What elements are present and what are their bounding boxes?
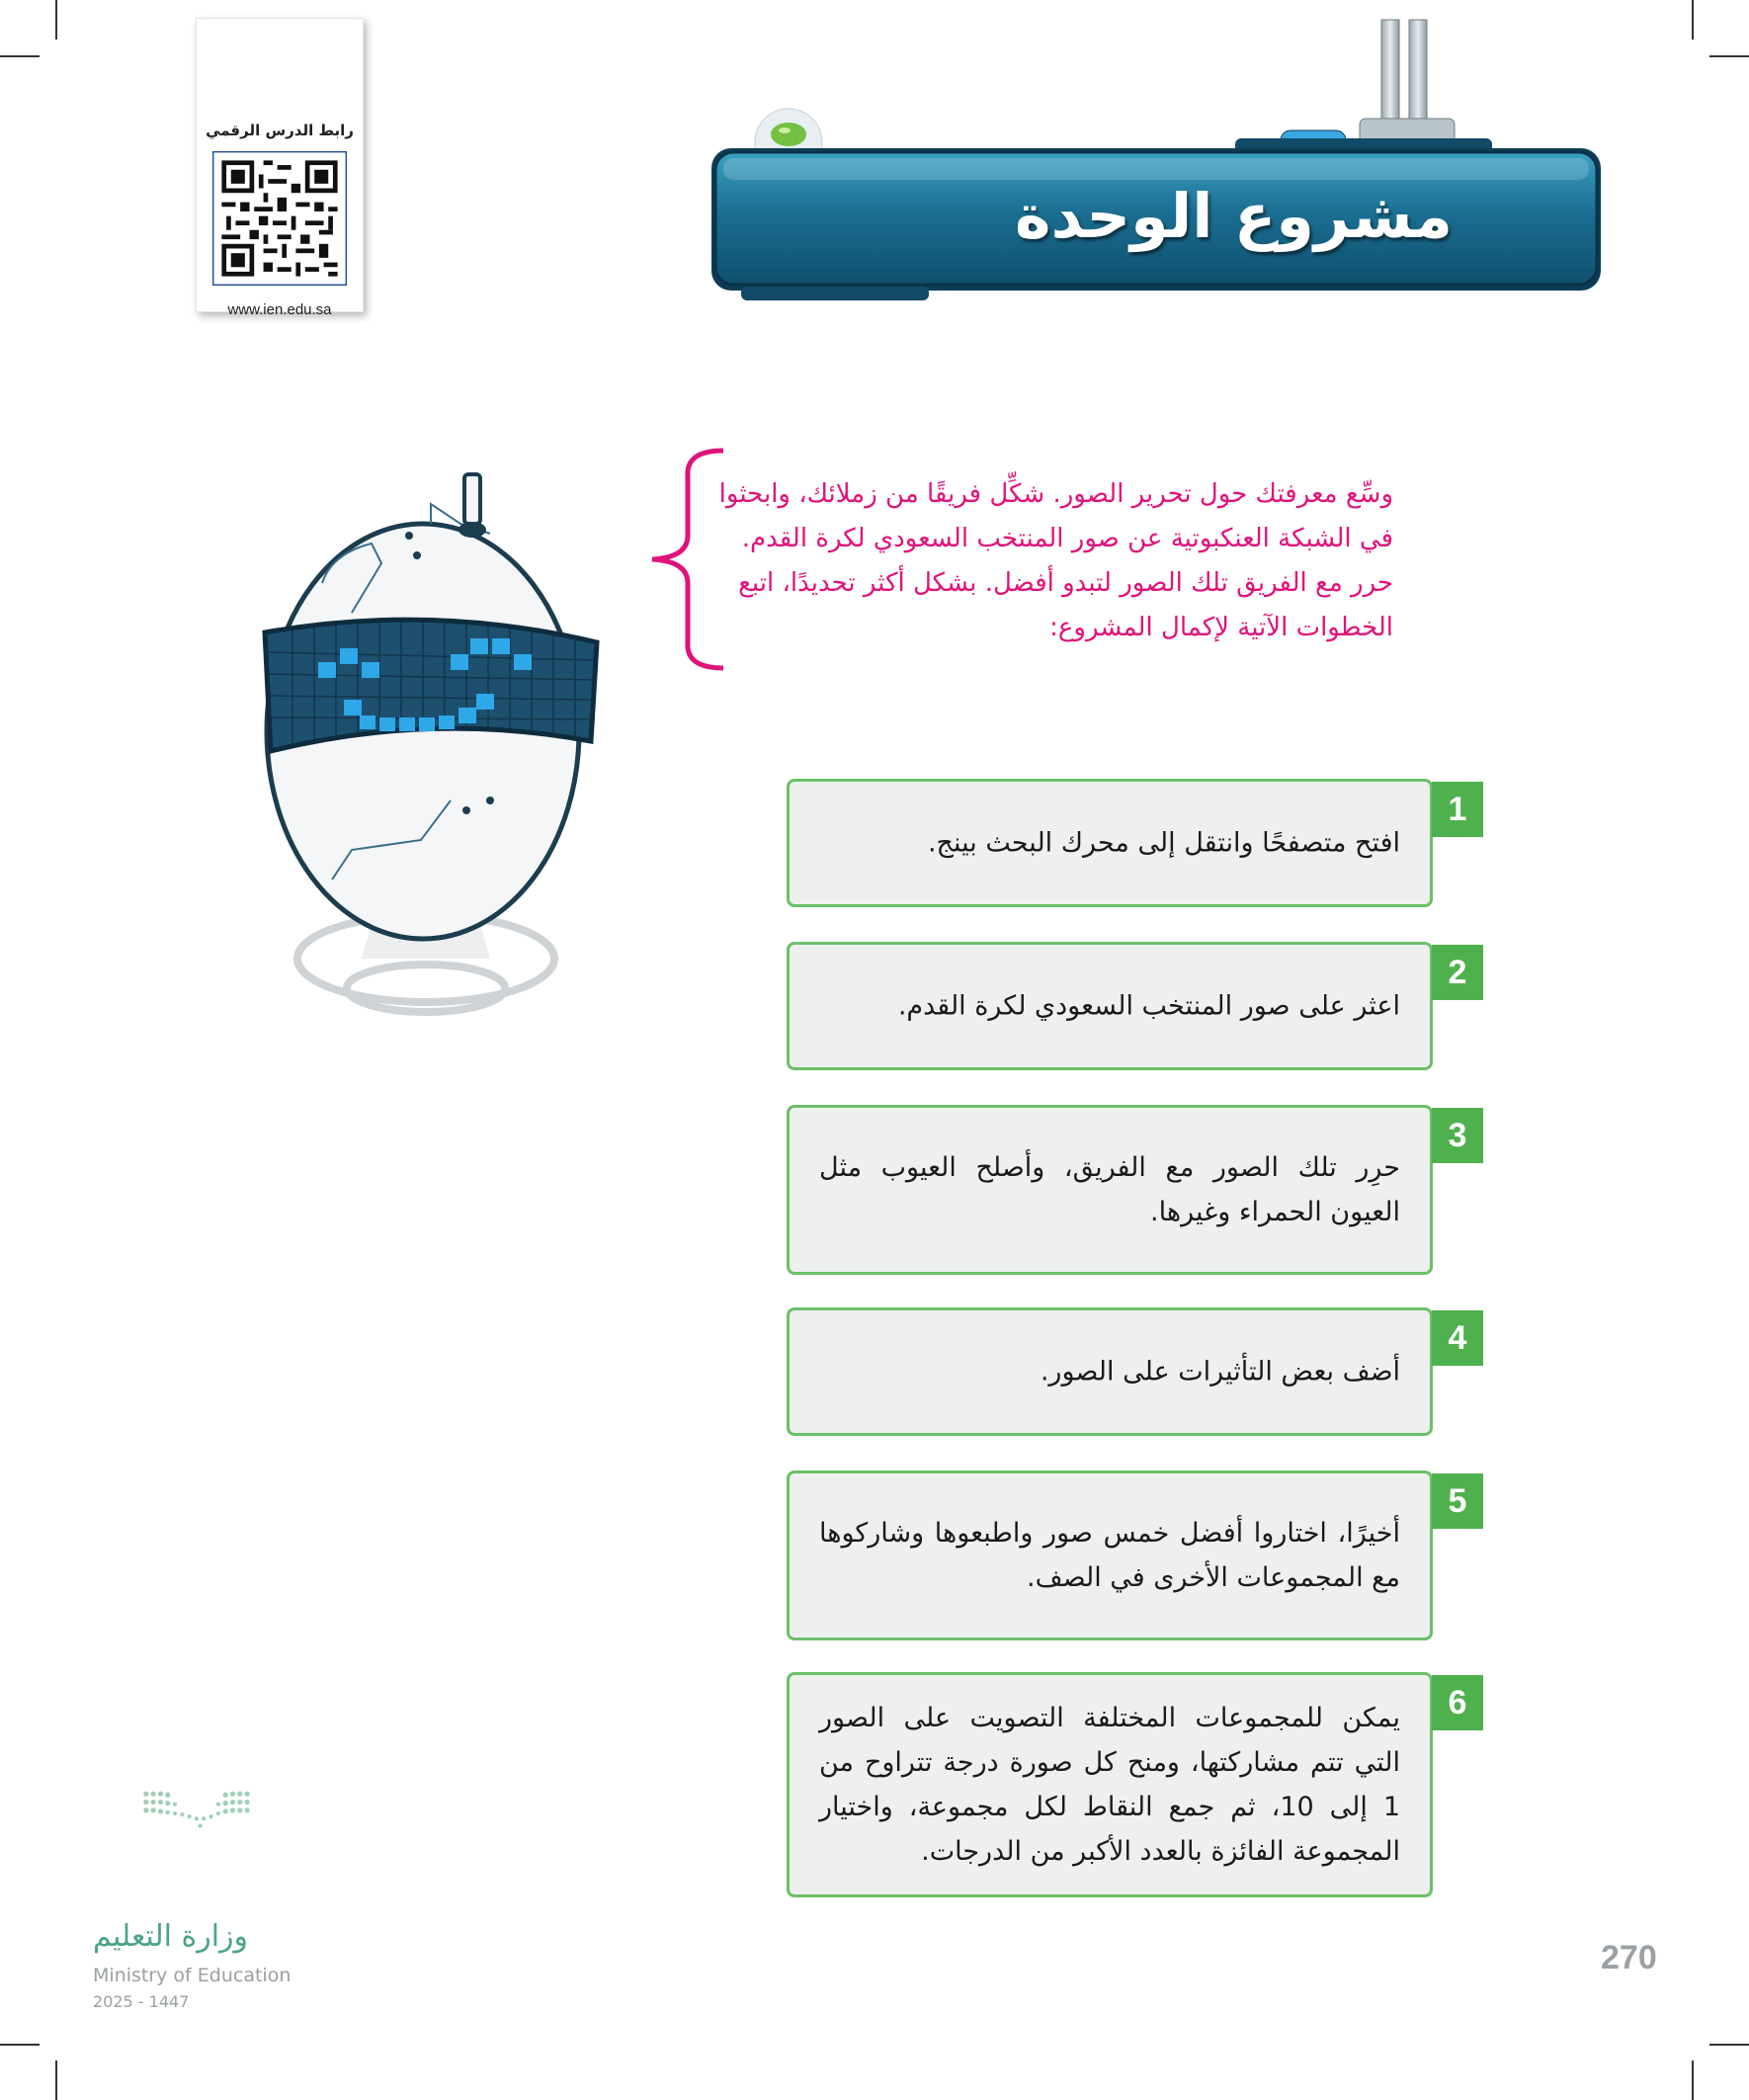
- crop-mark: [0, 2044, 40, 2046]
- step-number-badge: 3: [1432, 1108, 1483, 1163]
- page-title: مشروع الوحدة: [1014, 180, 1453, 252]
- step-number-badge: 1: [1432, 782, 1483, 837]
- page-number: 270: [1601, 1939, 1657, 1976]
- step-card-5: [787, 1470, 1467, 1640]
- crop-mark: [1692, 2060, 1694, 2100]
- step-text: أخيرًا، اختاروا أفضل خمس صور واطبعوها وشاركوها مع المجموعات الأخرى في الصف.: [819, 1518, 1400, 1593]
- step-text: اعثر على صور المنتخب السعودي لكرة القدم.: [897, 990, 1400, 1022]
- step-number-badge: 6: [1432, 1675, 1483, 1730]
- step-card-4: [787, 1307, 1467, 1436]
- crop-mark: [1692, 0, 1694, 40]
- robot-illustration: [253, 464, 619, 1038]
- step-number-badge: 4: [1432, 1310, 1483, 1366]
- crop-mark: [1709, 2044, 1749, 2046]
- ministry-year: 2025 - 1447: [93, 1992, 190, 2011]
- ministry-name-english: Ministry of Education: [93, 1965, 292, 1986]
- ministry-name-arabic: وزارة التعليم: [93, 1919, 249, 1954]
- digital-lesson-label: رابط الدرس الرقمي: [206, 122, 354, 139]
- unit-project-banner: [672, 0, 1680, 316]
- step-text: افتح متصفحًا وانتقل إلى محرك البحث بينج.: [927, 827, 1400, 859]
- step-number-badge: 5: [1432, 1473, 1483, 1529]
- qr-code-icon[interactable]: [212, 151, 347, 286]
- crop-mark: [55, 2060, 57, 2100]
- digital-lesson-card[interactable]: [196, 18, 364, 318]
- banner-graphic: [672, 0, 1680, 316]
- project-intro-text: وسِّع معرفتك حول تحرير الصور. شكِّل فريقًا من زملائك، وابحثوا في الشبكة العنكبوتية عن صور المنتخب السعودي لكرة القدم. حرر مع الفريق تلك الصور لتبدو أفضل. بشكل أكثر تحديدًا، اتبع الخطوات الآتية لإكمال المشروع:: [718, 479, 1393, 642]
- step-number-badge: 2: [1432, 945, 1483, 1000]
- step-card-6: [787, 1672, 1467, 1897]
- crop-mark: [55, 0, 57, 40]
- step-text: حرِر تلك الصور مع الفريق، وأصلح العيوب مثل العيون الحمراء وغيرها.: [819, 1152, 1400, 1227]
- crop-mark: [0, 55, 40, 57]
- crop-mark: [1709, 55, 1749, 57]
- step-text: يمكن للمجموعات المختلفة التصويت على الصور التي تتم مشاركتها، ومنح كل صورة درجة تتراوح من 1 إلى 10، ثم جمع النقاط لكل مجموعة، واختيار المجموعة الفائزة بالعدد الأكبر من الدرجات.: [819, 1703, 1400, 1867]
- step-card-3: [787, 1105, 1467, 1275]
- step-card-2: [787, 942, 1467, 1070]
- step-text: أضف بعض التأثيرات على الصور.: [1040, 1356, 1400, 1387]
- ministry-logo-icon: [89, 1789, 306, 1907]
- step-card-1: [787, 779, 1467, 907]
- website-link[interactable]: www.ien.edu.sa: [227, 301, 332, 318]
